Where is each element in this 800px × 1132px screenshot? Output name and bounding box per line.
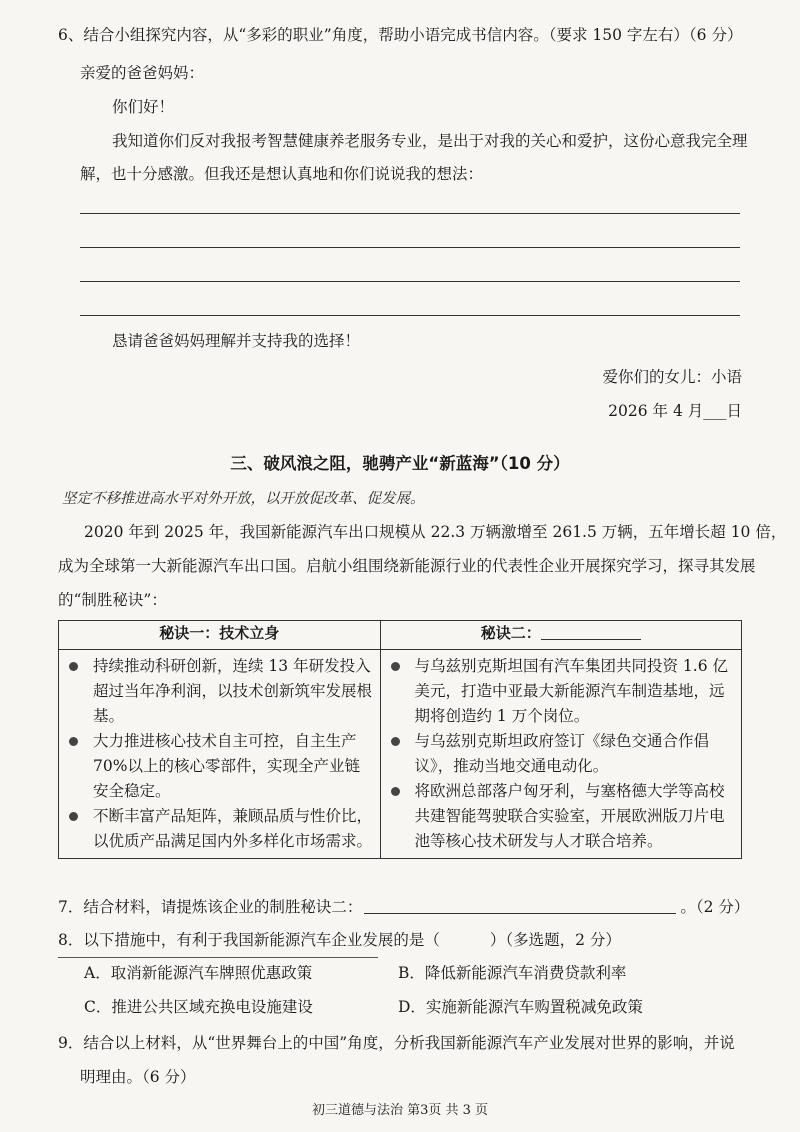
letter-salutation: 亲爱的爸爸妈妈：: [80, 64, 205, 82]
secret-2-item: 与乌兹别克斯坦国有汽车集团共同投资 1.6 亿美元，打造中亚最大新能源汽车制造基地，远期将创造约 1 万个岗位。: [381, 654, 736, 729]
option-a[interactable]: A．取消新能源汽车牌照优惠政策: [84, 964, 313, 982]
letter-greeting: 你们好！: [112, 98, 175, 116]
secret-1-header: 秘诀一：技术立身: [59, 621, 381, 650]
option-b[interactable]: B．降低新能源汽车消费贷款利率: [398, 964, 627, 982]
question-9-line-1: 9．结合以上材料，从“世界舞台上的中国”角度，分析我国新能源汽车产业发展对世界的影响，并说: [58, 1034, 735, 1052]
question-8-prompt: 8．以下措施中，有利于我国新能源汽车企业发展的是（: [58, 931, 440, 949]
letter-closing: 恳请爸爸妈妈理解并支持我的选择！: [112, 332, 361, 350]
secret-2-cell: [380, 650, 742, 859]
secret-2-header: [380, 621, 742, 650]
option-d[interactable]: D．实施新能源汽车购置税减免政策: [398, 998, 643, 1016]
page-footer: 初三道德与法治 第3页 共 3 页: [311, 1103, 489, 1118]
divider: [58, 957, 378, 958]
secret-1-cell: [59, 650, 381, 859]
secret-2-blank[interactable]: [541, 623, 641, 640]
option-c[interactable]: C．推进公共区域充换电设施建设: [84, 998, 313, 1016]
question-8-suffix: ）（多选题，2 分）: [489, 931, 621, 949]
handwritten-note: 坚定不移推进高水平对外开放，以开放促改革、促发展。: [62, 491, 425, 507]
question-8: [58, 929, 621, 951]
question-9-line-2: 明理由。（6 分）: [80, 1068, 196, 1086]
letter-paragraph-line-2: 解，也十分感激。但我还是想认真地和你们说说我的想法：: [80, 165, 484, 183]
answer-line-4[interactable]: [80, 315, 740, 316]
question-7-prompt: 7．结合材料，请提炼该企业的制胜秘诀二：: [58, 898, 363, 916]
section-3-title: 三、破风浪之阻，驰骋产业“新蓝海”（10 分）: [230, 454, 570, 473]
secret-2-label: 秘诀二：: [480, 624, 541, 642]
section-3-intro-line-2: 成为全球第一大新能源汽车出口国。启航小组围绕新能源行业的代表性企业开展探究学习，探寻其发展: [58, 557, 756, 575]
secret-1-item: 持续推动科研创新，连续 13 年研发投入超过当年净利润，以技术创新筑牢发展根基。: [59, 654, 374, 729]
question-6-prompt: 6、结合小组探究内容，从“多彩的职业”角度，帮助小语完成书信内容。（要求 150 字左右）（6 分）: [58, 26, 743, 44]
secret-2-item: 与乌兹别克斯坦政府签订《绿色交通合作倡议》，推动当地交通电动化。: [381, 729, 736, 779]
answer-line-3[interactable]: [80, 281, 740, 282]
question-7: [58, 896, 749, 918]
secret-1-item: 大力推进核心技术自主可控，自主生产 70%以上的核心零部件，实现全产业链安全稳定。: [59, 729, 374, 804]
section-3-intro-line-3: 的“制胜秘诀”：: [58, 591, 167, 609]
letter-date: 2026 年 4 月___日: [608, 402, 742, 420]
answer-line-1[interactable]: [80, 213, 740, 214]
answer-line-2[interactable]: [80, 247, 740, 248]
question-7-answer-blank[interactable]: [364, 897, 676, 914]
secret-1-item: 不断丰富产品矩阵，兼顾品质与性价比，以优质产品满足国内外多样化市场需求。: [59, 804, 374, 854]
section-3-intro-line-1: 2020 年到 2025 年，我国新能源汽车出口规模从 22.3 万辆激增至 261.5 万辆，五年增长超 10 倍，: [84, 523, 787, 541]
letter-signature: 爱你们的女儿：小语: [602, 368, 742, 386]
secrets-table: [58, 620, 742, 859]
question-7-score: 。（2 分）: [680, 898, 750, 916]
secret-2-item: 将欧洲总部落户匈牙利，与塞格德大学等高校共建智能驾驶联合实验室，开展欧洲版刀片电池等核心技术研发与人才联合培养。: [381, 779, 736, 854]
letter-paragraph-line-1: 我知道你们反对我报考智慧健康养老服务专业，是出于对我的关心和爱护，这份心意我完全理: [112, 132, 748, 150]
